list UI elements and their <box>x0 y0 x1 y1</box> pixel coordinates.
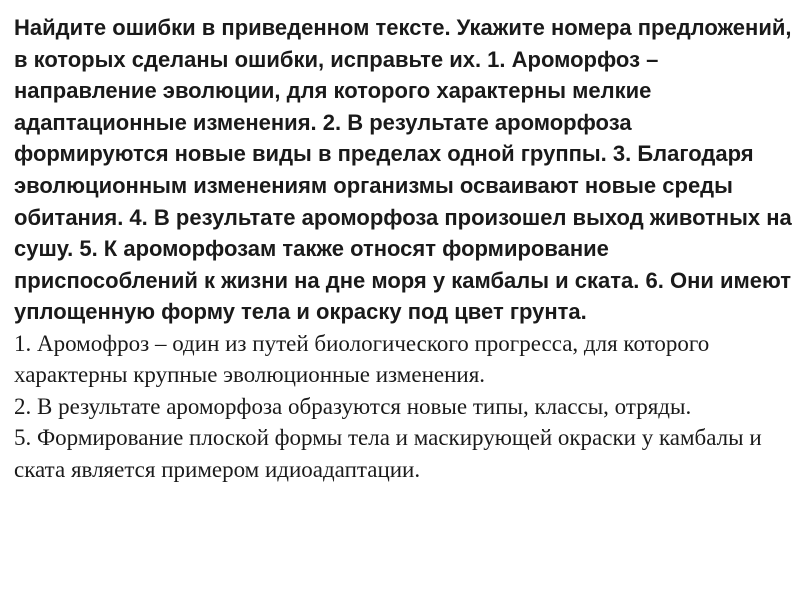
document-page <box>14 12 792 485</box>
answer-item-1: 1. Аромофроз – один из путей биологического прогресса, для которого характерны крупные эволюционные изменения. <box>14 330 710 388</box>
answer-item-5: 5. Формирование плоской формы тела и маскирующей окраски у камбалы и ската является примером идиоадаптации. <box>14 425 762 482</box>
answers-list <box>14 328 792 486</box>
answer-item-2: 2. В результате ароморфоза образуются новые типы, классы, отряды. <box>14 393 692 419</box>
task-text: Найдите ошибки в приведенном тексте. Укажите номера предложений, в которых сделаны ошибки, исправьте их. 1. Ароморфоз – направление эволюции, для которого характерны мелкие адаптационные изменения. 2. В результате ароморфоза формируются новые виды в пределах одной группы. 3. Благодаря эволюционным изменениям организмы осваивают новые среды обитания. 4. В результате ароморфоза произошел выход животных на сушу. 5. К ароморфозам также относят формирование приспособлений к жизни на дне моря у камбалы и ската. 6. Они имеют уплощенную форму тела и окраску под цвет грунта. <box>14 15 792 325</box>
